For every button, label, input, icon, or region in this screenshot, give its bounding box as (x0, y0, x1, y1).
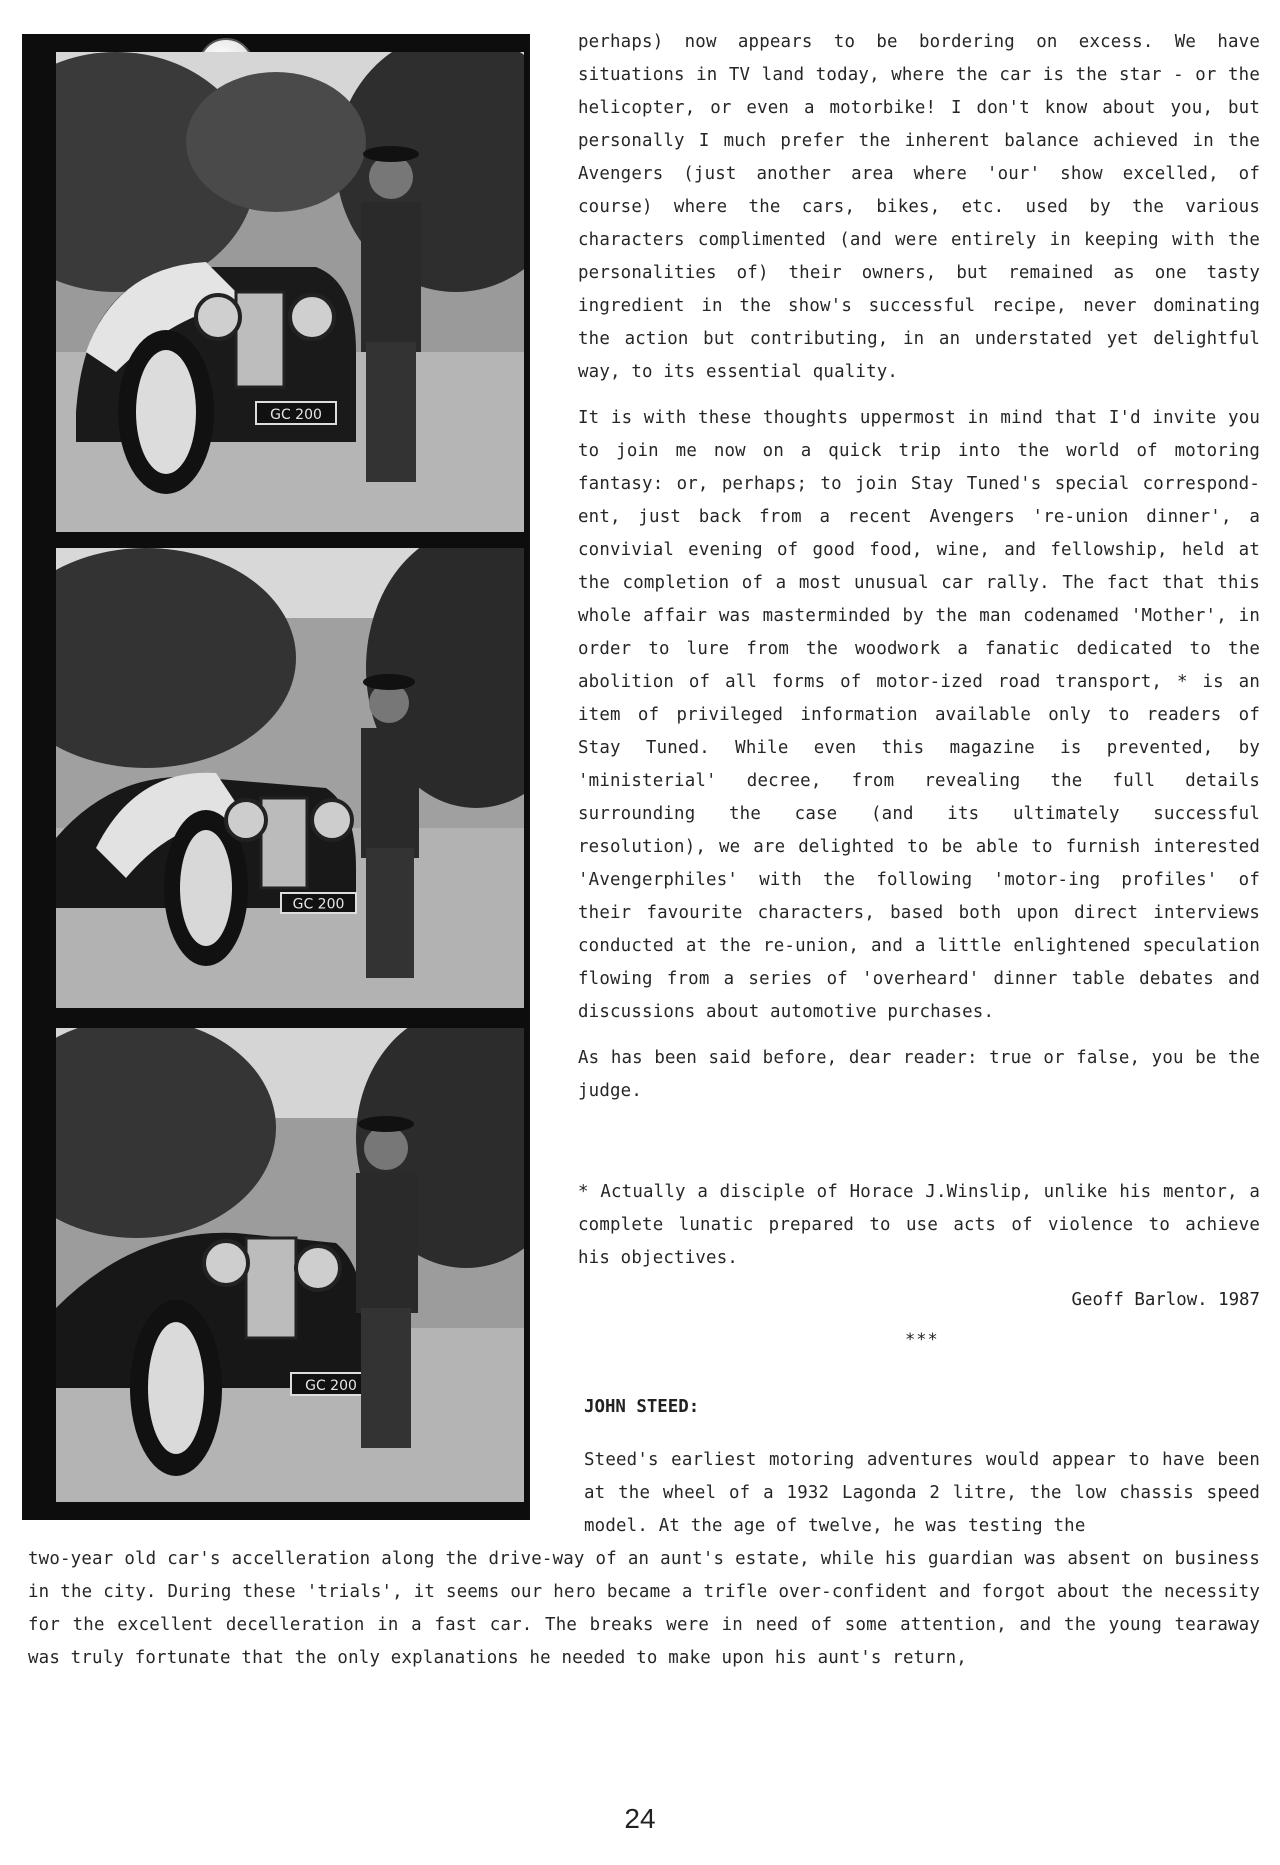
page-number: 24 (624, 1803, 656, 1834)
paragraph-intro: perhaps) now appears to be bordering on excess. We have situations in TV land today, where the car is the star - or the helicopter, or even a motorbike! I don't know about you, but personally I much prefer the inherent balance achieved in the Avengers (just another area where 'our' show excelled, of course) where the cars, bikes, etc. used by the various characters complimented (and were entirely in keeping with the personalities of) their owners, but remained as one tasty ingredient in the show's successful recipe, never dominating the action but contributing, in an understated yet delightful way, to its essential quality. (578, 32, 1260, 382)
article-column (578, 26, 1260, 1121)
footnote: * Actually a disciple of Horace J.Winslip, unlike his mentor, a complete lunatic prepared to use acts of violence to achieve his objectives. (578, 1182, 1260, 1268)
number-plate: GC 200 (292, 896, 345, 913)
photo-steed-car-1 (56, 52, 524, 532)
section-separator: *** (905, 1330, 939, 1350)
steed-continuation: two-year old car's accelleration along the drive-way of an aunt's estate, while his guardian was absent on business in the city. During these 'trials', it seems our hero became a trifle over-confident and forgot about the necessity for the excellent decelleration in a fast car. The breaks were in need of some attention, and the young tearaway was truly fortunate that the only explanations he needed to make upon his aunt's return, (28, 1549, 1260, 1668)
film-strip (22, 34, 530, 1520)
number-plate: GC 200 (305, 1378, 357, 1395)
section-heading: JOHN STEED: (584, 1397, 700, 1417)
paragraph-main: It is with these thoughts uppermost in mind that I'd invite you to join me now on a quick trip into the world of motoring fantasy: or, perhaps; to join Stay Tuned's special correspond-ent, just back from a recent Avengers 're-union dinner', a convivial evening of good food, wine, and fellowship, held at the completion of a most unusual car rally. The fact that this whole affair was masterminded by the man codenamed 'Mother', in order to lure from the woodwork a fanatic dedicated to the abolition of all forms of motor-ized road transport, * is an item of privileged information available only to readers of Stay Tuned. While even this magazine is prevented, by 'ministerial' decree, from revealing the full details surrounding the case (and its ultimately successful resolution), we are delighted to be able to furnish interested 'Avengerphiles' with the following 'motor-ing profiles' of their favourite characters, based both upon direct interviews conducted at the re-union, and a little enlightened speculation flowing from a series of 'overheard' dinner table debates and discussions about automotive purchases. (578, 408, 1260, 1022)
steed-intro: Steed's earliest motoring adventures would appear to have been at the wheel of a 1932 Lagonda 2 litre, the low chassis speed model. At the age of twelve, he was testing the (584, 1450, 1260, 1536)
photo-steed-car-2 (56, 548, 524, 1008)
author-signature: Geoff Barlow. 1987 (1071, 1290, 1260, 1310)
photo-steed-car-3 (56, 1028, 524, 1502)
number-plate: GC 200 (270, 407, 322, 424)
paragraph-judge: As has been said before, dear reader: true or false, you be the judge. (578, 1048, 1260, 1101)
